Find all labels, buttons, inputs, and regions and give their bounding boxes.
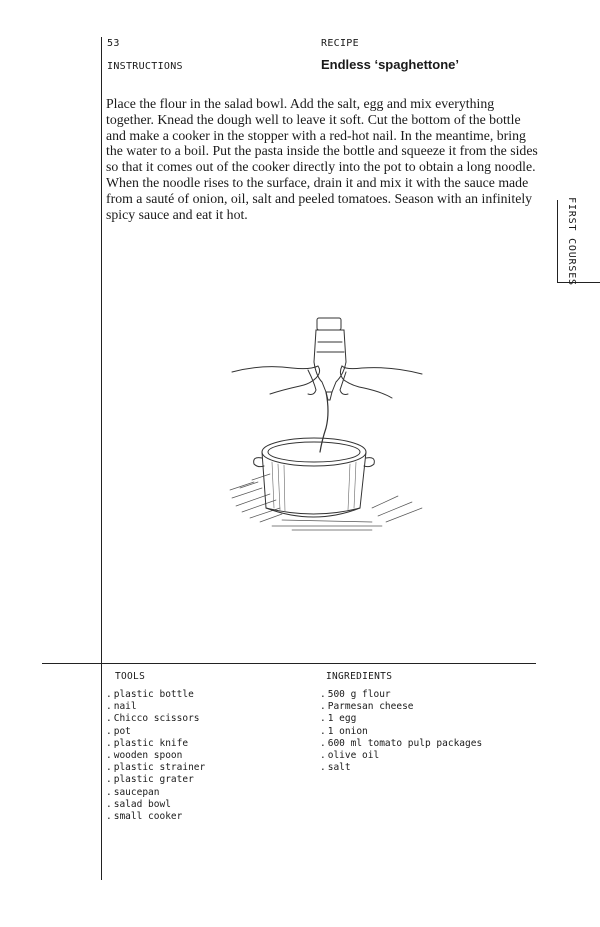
ground-shadow [230,474,422,530]
ingredients-list [320,689,482,774]
tools-list [106,689,205,823]
list-item: . saucepan [106,787,205,799]
list-item: . olive oil [320,750,482,762]
list-item: . small cooker [106,811,205,823]
horizontal-rule [42,663,536,664]
bottle-pot-illustration [222,312,432,542]
list-item: . salad bowl [106,799,205,811]
page-number: 53 [107,38,120,49]
noodle-stream [320,392,328,452]
list-item: . plastic strainer [106,762,205,774]
list-item: . Chicco scissors [106,713,205,725]
side-tab [556,196,586,286]
list-item: . nail [106,701,205,713]
recipe-title: Endless ‘spaghettone’ [321,57,459,72]
list-item: . plastic grater [106,774,205,786]
list-item: . salt [320,762,482,774]
list-item: . wooden spoon [106,750,205,762]
list-item: . 1 onion [320,726,482,738]
hands-icon [232,366,422,398]
instructions-text: Place the flour in the salad bowl. Add the salt, egg and mix everything together. Knead the dough well to leave it soft. Cut the bottom of the bottle and make a cooker in the stopper with a red-hot nail. In the meantime, bring the water to a boil. Put the pasta inside the bottle and squeeze it from the sides so that it comes out of the cooker directly into the pot to obtain a long noodle. When the noodle rises to the surface, drain it and mix it with the sauce made from a sauté of onion, oil, salt and peeled tomatoes. Season with an infinitely spicy sauce and eat it hot. [106,96,538,222]
ingredients-heading: INGREDIENTS [326,671,393,682]
list-item: . 600 ml tomato pulp packages [320,738,482,750]
list-item: . plastic knife [106,738,205,750]
tools-heading: TOOLS [115,671,146,682]
list-item: . plastic bottle [106,689,205,701]
side-tab-rule [557,282,600,283]
list-item: . Parmesan cheese [320,701,482,713]
instructions-heading: INSTRUCTIONS [107,61,183,72]
list-item: . 1 egg [320,713,482,725]
vertical-rule [101,37,102,880]
list-item: . 500 g flour [320,689,482,701]
pot-icon [254,438,375,517]
list-item: . pot [106,726,205,738]
side-tab-label: FIRST COURSES [565,196,577,286]
section-label: RECIPE [321,38,359,49]
